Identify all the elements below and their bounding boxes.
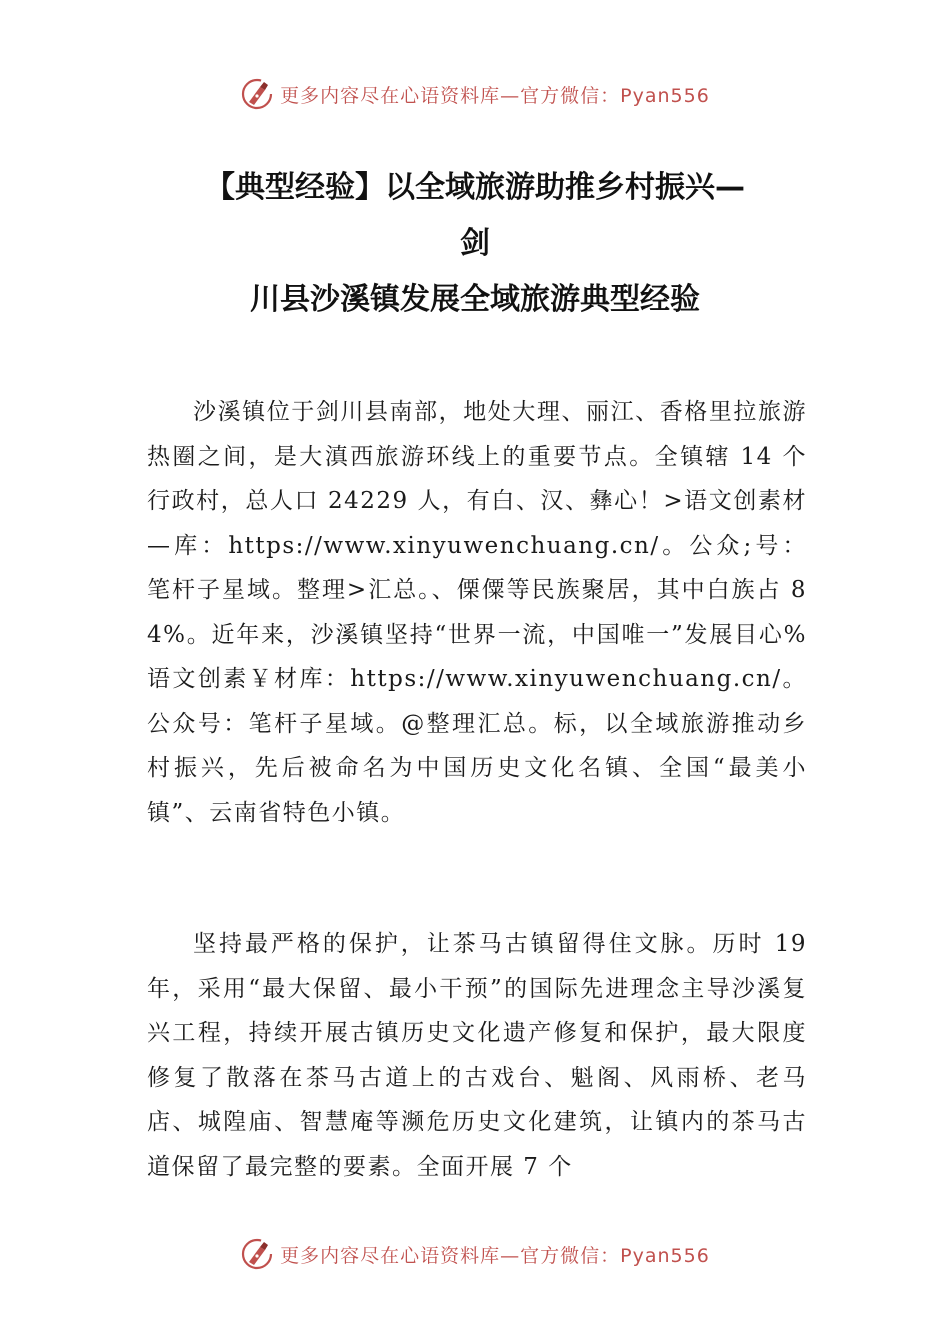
- body-paragraph-1: 沙溪镇位于剑川县南部，地处大理、丽江、香格里拉旅游热圈之间，是大滇西旅游环线上的重要节点。全镇辖 14 个行政村，总人口 24229 人，有白、汉、彝心！>语文创素材—库：https://www.xinyuwenchuang.cn/。公众;号：笔杆子星域。整理>汇总。、傈僳等民族聚居，其中白族占 84%。近年来，沙溪镇坚持“世界一流，中国唯一”发展目心%语文创素￥材库：https://www.xinyuwenchuang.cn/。公众号：笔杆子星域。@整理汇总。标，以全域旅游推动乡村振兴，先后被命名为中国历史文化名镇、全国“最美小镇”、云南省特色小镇。: [147, 399, 807, 826]
- pen-nib-logo-icon: [240, 77, 274, 111]
- watermark-text: 更多内容尽在心语资料库—官方微信：: [280, 84, 621, 107]
- watermark-handle: Pyan556: [620, 1244, 710, 1267]
- title-line-3: 川县沙溪镇发展全域旅游典型经验: [250, 282, 700, 317]
- footer-watermark: [0, 1234, 950, 1274]
- watermark-text: 更多内容尽在心语资料库—官方微信：: [280, 1244, 621, 1267]
- header-watermark: [0, 74, 950, 114]
- document-title: [150, 160, 800, 328]
- title-line-2: 剑: [460, 226, 490, 261]
- body-paragraph-2: 坚持最严格的保护，让茶马古镇留得住文脉。历时 19 年，采用“最大保留、最小干预”的国际先进理念主导沙溪复兴工程，持续开展古镇历史文化遗产修复和保护，最大限度修复了散落在茶马古道上的古戏台、魁阁、风雨桥、老马店、城隍庙、智慧庵等濒危历史文化建筑，让镇内的茶马古道保留了最完整的要素。全面开展 7 个: [147, 931, 807, 1180]
- title-line-1: 【典型经验】以全域旅游助推乡村振兴—: [205, 170, 745, 205]
- watermark-handle: Pyan556: [620, 84, 710, 107]
- pen-nib-logo-icon: [240, 1237, 274, 1271]
